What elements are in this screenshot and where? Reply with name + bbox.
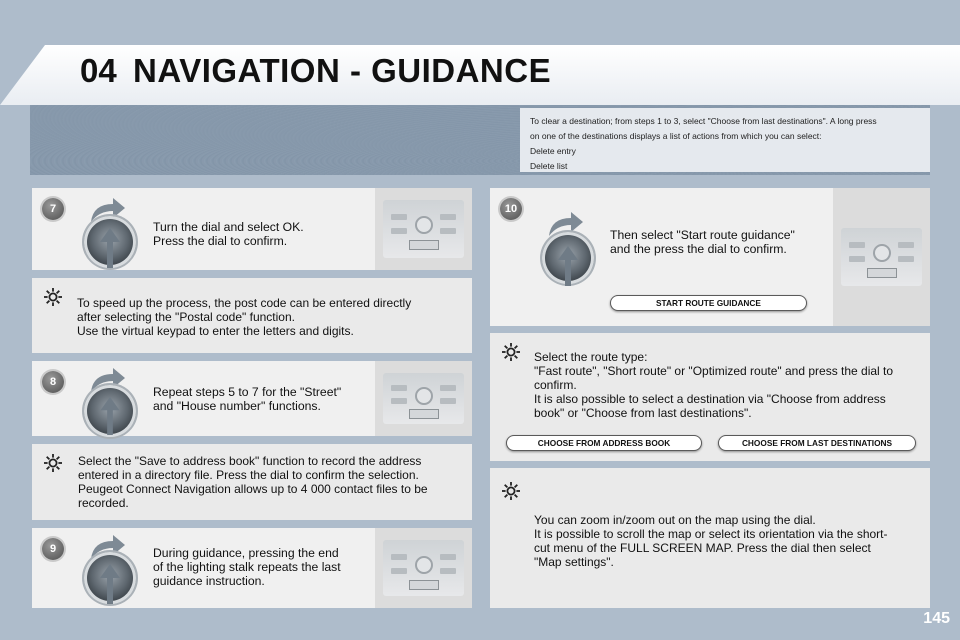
start-route-guidance-button[interactable]: START ROUTE GUIDANCE (610, 295, 807, 311)
tip-postcode-text: To speed up the process, the post code can be entered directly after selecting the "Postal code" function. Use the virtual keypad to enter the letters and digits. (77, 296, 412, 338)
info-line: Delete list (530, 161, 568, 171)
audio-unit-image (375, 361, 472, 436)
step-8-badge: 8 (42, 371, 64, 393)
gear-icon (502, 482, 520, 500)
press-arrow-icon (558, 246, 578, 286)
tip-route-type-panel (490, 333, 930, 461)
page-title: NAVIGATION - GUIDANCE (133, 52, 552, 89)
step-10-text: Then select "Start route guidance" and the press the dial to confirm. (610, 228, 795, 256)
tip-address-book-panel (32, 444, 472, 520)
step-7-badge: 7 (42, 198, 64, 220)
step-7-text: Turn the dial and select OK. Press the dial to confirm. (153, 220, 304, 248)
step-9-badge: 9 (42, 538, 64, 560)
info-box (520, 108, 930, 172)
info-line: To clear a destination; from steps 1 to 3, select "Choose from last destinations". A long press (530, 116, 877, 126)
gear-icon (502, 343, 520, 361)
chapter-number: 04 (80, 52, 117, 89)
tip-postcode-panel (32, 278, 472, 353)
choose-from-address-book-button[interactable]: CHOOSE FROM ADDRESS BOOK (506, 435, 702, 451)
tip-zoom-panel (490, 468, 930, 608)
step-9-panel (32, 528, 472, 608)
tip-zoom-text: You can zoom in/zoom out on the map using the dial. It is possible to scroll the map or select its orientation via the short- cut menu of the FULL SCREEN MAP. Press the dial then select "Map settings". (534, 513, 888, 569)
audio-unit-image (833, 188, 930, 326)
choose-from-last-destinations-button[interactable]: CHOOSE FROM LAST DESTINATIONS (718, 435, 916, 451)
gear-icon (44, 454, 62, 472)
press-arrow-icon (100, 228, 120, 268)
press-arrow-icon (100, 564, 120, 604)
info-line: Delete entry (530, 146, 576, 156)
step-10-panel (490, 188, 930, 326)
press-arrow-icon (100, 397, 120, 435)
page-number: 145 (923, 610, 950, 627)
step-8-text: Repeat steps 5 to 7 for the "Street" and "House number" functions. (153, 385, 342, 413)
gear-icon (44, 288, 62, 306)
info-line: on one of the destinations displays a list of actions from which you can select: (530, 131, 822, 141)
tip-address-book-text: Select the "Save to address book" function to record the address entered in a directory file. Press the dial to confirm the selection. Peugeot Connect Navigation allows up to 4 000 contact files to be recorded. (78, 454, 428, 510)
tip-route-type-text: Select the route type: "Fast route", "Short route" or "Optimized route" and press the dial to confirm. It is also possible to select a destination via "Choose from address book" or "Choose from last destinations". (534, 350, 894, 420)
audio-unit-image (375, 188, 472, 270)
step-9-text: During guidance, pressing the end of the lighting stalk repeats the last guidance instruction. (153, 546, 341, 588)
audio-unit-image (375, 528, 472, 608)
step-7-panel (32, 188, 472, 270)
step-10-badge: 10 (500, 198, 522, 220)
step-8-panel (32, 361, 472, 436)
